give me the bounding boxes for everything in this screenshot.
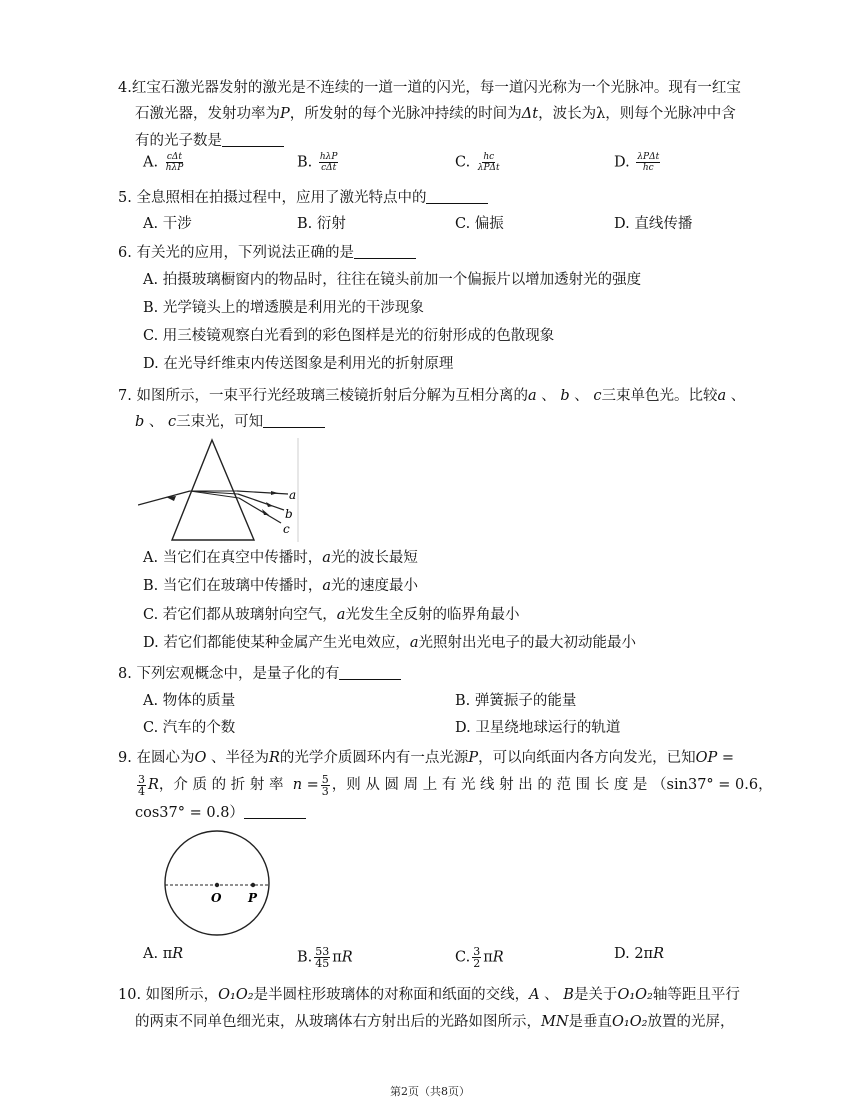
q4-option-c[interactable]: C. $\frac{hc}{\text{λPΔt}}$ [455,152,500,173]
q4-option-b[interactable]: B. $\frac{\text{hλP}}{\text{cΔt}}$ [297,152,338,173]
q6-option-b[interactable]: B. 光学镜头上的增透膜是利用光的干涉现象 [143,300,424,316]
arrow-icon [262,509,269,515]
q9-stem-line-1: 9. 在圆心为O 、半径为R的光学介质圆环内有一点光源P，可以向纸面内各方向发光，已知OP = [118,750,735,766]
q6-option-c[interactable]: C. 用三棱镜观察白光看到的彩色图样是光的衍射形成的色散现象 [143,328,555,344]
answer-blank[interactable] [244,804,306,819]
circle-figure [160,826,275,941]
fraction: $\frac{\text{cΔt}}{\text{hλP}}$ [165,152,184,173]
center-point [215,883,219,887]
q10-stem-line-2: 的两束不同单色细光束，从玻璃体右方射出后的光路如图所示，MN是垂直O₁O₂放置的光屏， [135,1014,735,1030]
q9-stem-line-3: cos37° = 0.8） [135,801,306,822]
q8-option-a[interactable]: A. 物体的质量 [143,693,236,709]
prism-figure [138,436,308,546]
ray-label-a: a [289,488,297,502]
page-footer: 第2页（共8页） [390,1085,470,1098]
arrow-icon [271,491,278,495]
q8-stem: 8. 下列宏观概念中，是量子化的有 [118,662,401,683]
q7-stem-line-1: 7. 如图所示，一束平行光经玻璃三棱镜折射后分解为互相分离的a 、 b 、 c三束单色光。比较a 、 [118,388,746,404]
q4-stem-line-2: 石激光器，发射功率为P，所发射的每个光脉冲持续的时间为Δt，波长为λ，则每个光脉冲中含 [135,106,736,122]
q5-option-b[interactable]: B. 衍射 [297,216,346,232]
q9-option-c[interactable]: C. $\frac{3}{2}$ πR [455,945,504,970]
q9-stem-line-2: $\frac{3}{4}$ R，介 质 的 折 射 率 n = $\frac{5}{3}$ ，则 从 圆 周 上 有 光 线 射 出 的 范 围 长 度 是 （sin37° = 0.6， [138,772,773,798]
q9-option-b[interactable]: B. $\frac{53}{45}$ πR [297,945,353,970]
q8-option-c[interactable]: C. 汽车的个数 [143,720,236,736]
incident-ray [138,491,190,505]
q6-option-a[interactable]: A. 拍摄玻璃橱窗内的物品时，往往在镜头前加一个偏振片以增加透射光的强度 [143,272,642,288]
q9-option-a[interactable]: A. πR [143,946,184,962]
q7-option-d[interactable]: D. 若它们都能使某种金属产生光电效应，a光照射出光电子的最大初动能最小 [143,635,636,651]
q8-option-b[interactable]: B. 弹簧振子的能量 [455,693,577,709]
q9-option-d[interactable]: D. 2πR [614,946,665,962]
q4-stem-line-1: 4.红宝石激光器发射的激光是不连续的一道一道的闪光，每一道闪光称为一个光脉冲。现有一红宝 [118,80,741,96]
q8-option-d[interactable]: D. 卫星绕地球运行的轨道 [455,720,621,736]
fraction: $\frac{3}{4}$ [138,772,145,798]
q4-option-d[interactable]: D. $\frac{\text{λPΔt}}{hc}$ [614,152,660,173]
q4-stem-line-3: 有的光子数是 [135,129,284,150]
q6-option-d[interactable]: D. 在光导纤维束内传送图象是利用光的折射原理 [143,356,454,372]
q10-stem-line-1: 10. 如图所示，O₁O₂是半圆柱形玻璃体的对称面和纸面的交线，A 、 B是关于O₁O₂轴等距且平行 [118,987,740,1003]
q5-option-c[interactable]: C. 偏振 [455,216,504,232]
fraction: $\frac{3}{2}$ [473,945,481,970]
q7-option-b[interactable]: B. 当它们在玻璃中传播时，a光的速度最小 [143,578,419,594]
q7-stem-line-2: b 、 c三束光，可知 [135,410,325,431]
answer-blank[interactable] [339,665,401,680]
prism-triangle [172,440,254,540]
answer-blank[interactable] [222,132,284,147]
fraction: $\frac{hc}{\text{λPΔt}}$ [477,152,500,173]
q5-option-d[interactable]: D. 直线传播 [614,216,693,232]
q4-option-a[interactable]: A. $\frac{\text{cΔt}}{\text{hλP}}$ [143,152,184,173]
q5-stem: 5. 全息照相在拍摄过程中，应用了激光特点中的 [118,186,488,207]
source-point [251,883,255,887]
fraction: $\frac{53}{45}$ [315,945,330,970]
q5-option-a[interactable]: A. 干涉 [143,216,192,232]
answer-blank[interactable] [263,413,325,428]
label-p: P [248,891,258,905]
fraction: $\frac{5}{3}$ [321,772,329,798]
q7-option-a[interactable]: A. 当它们在真空中传播时，a光的波长最短 [143,550,418,566]
q7-option-c[interactable]: C. 若它们都从玻璃射向空气，a光发生全反射的临界角最小 [143,607,520,623]
ray-label-b: b [285,507,293,521]
fraction: $\frac{\text{hλP}}{\text{cΔt}}$ [319,152,338,173]
answer-blank[interactable] [426,189,488,204]
label-o: O [211,891,222,905]
emergent-ray-a [237,491,288,494]
fraction: $\frac{\text{λPΔt}}{hc}$ [637,152,660,173]
answer-blank[interactable] [354,244,416,259]
ray-label-c: c [283,522,290,536]
q6-stem: 6. 有关光的应用，下列说法正确的是 [118,241,416,262]
